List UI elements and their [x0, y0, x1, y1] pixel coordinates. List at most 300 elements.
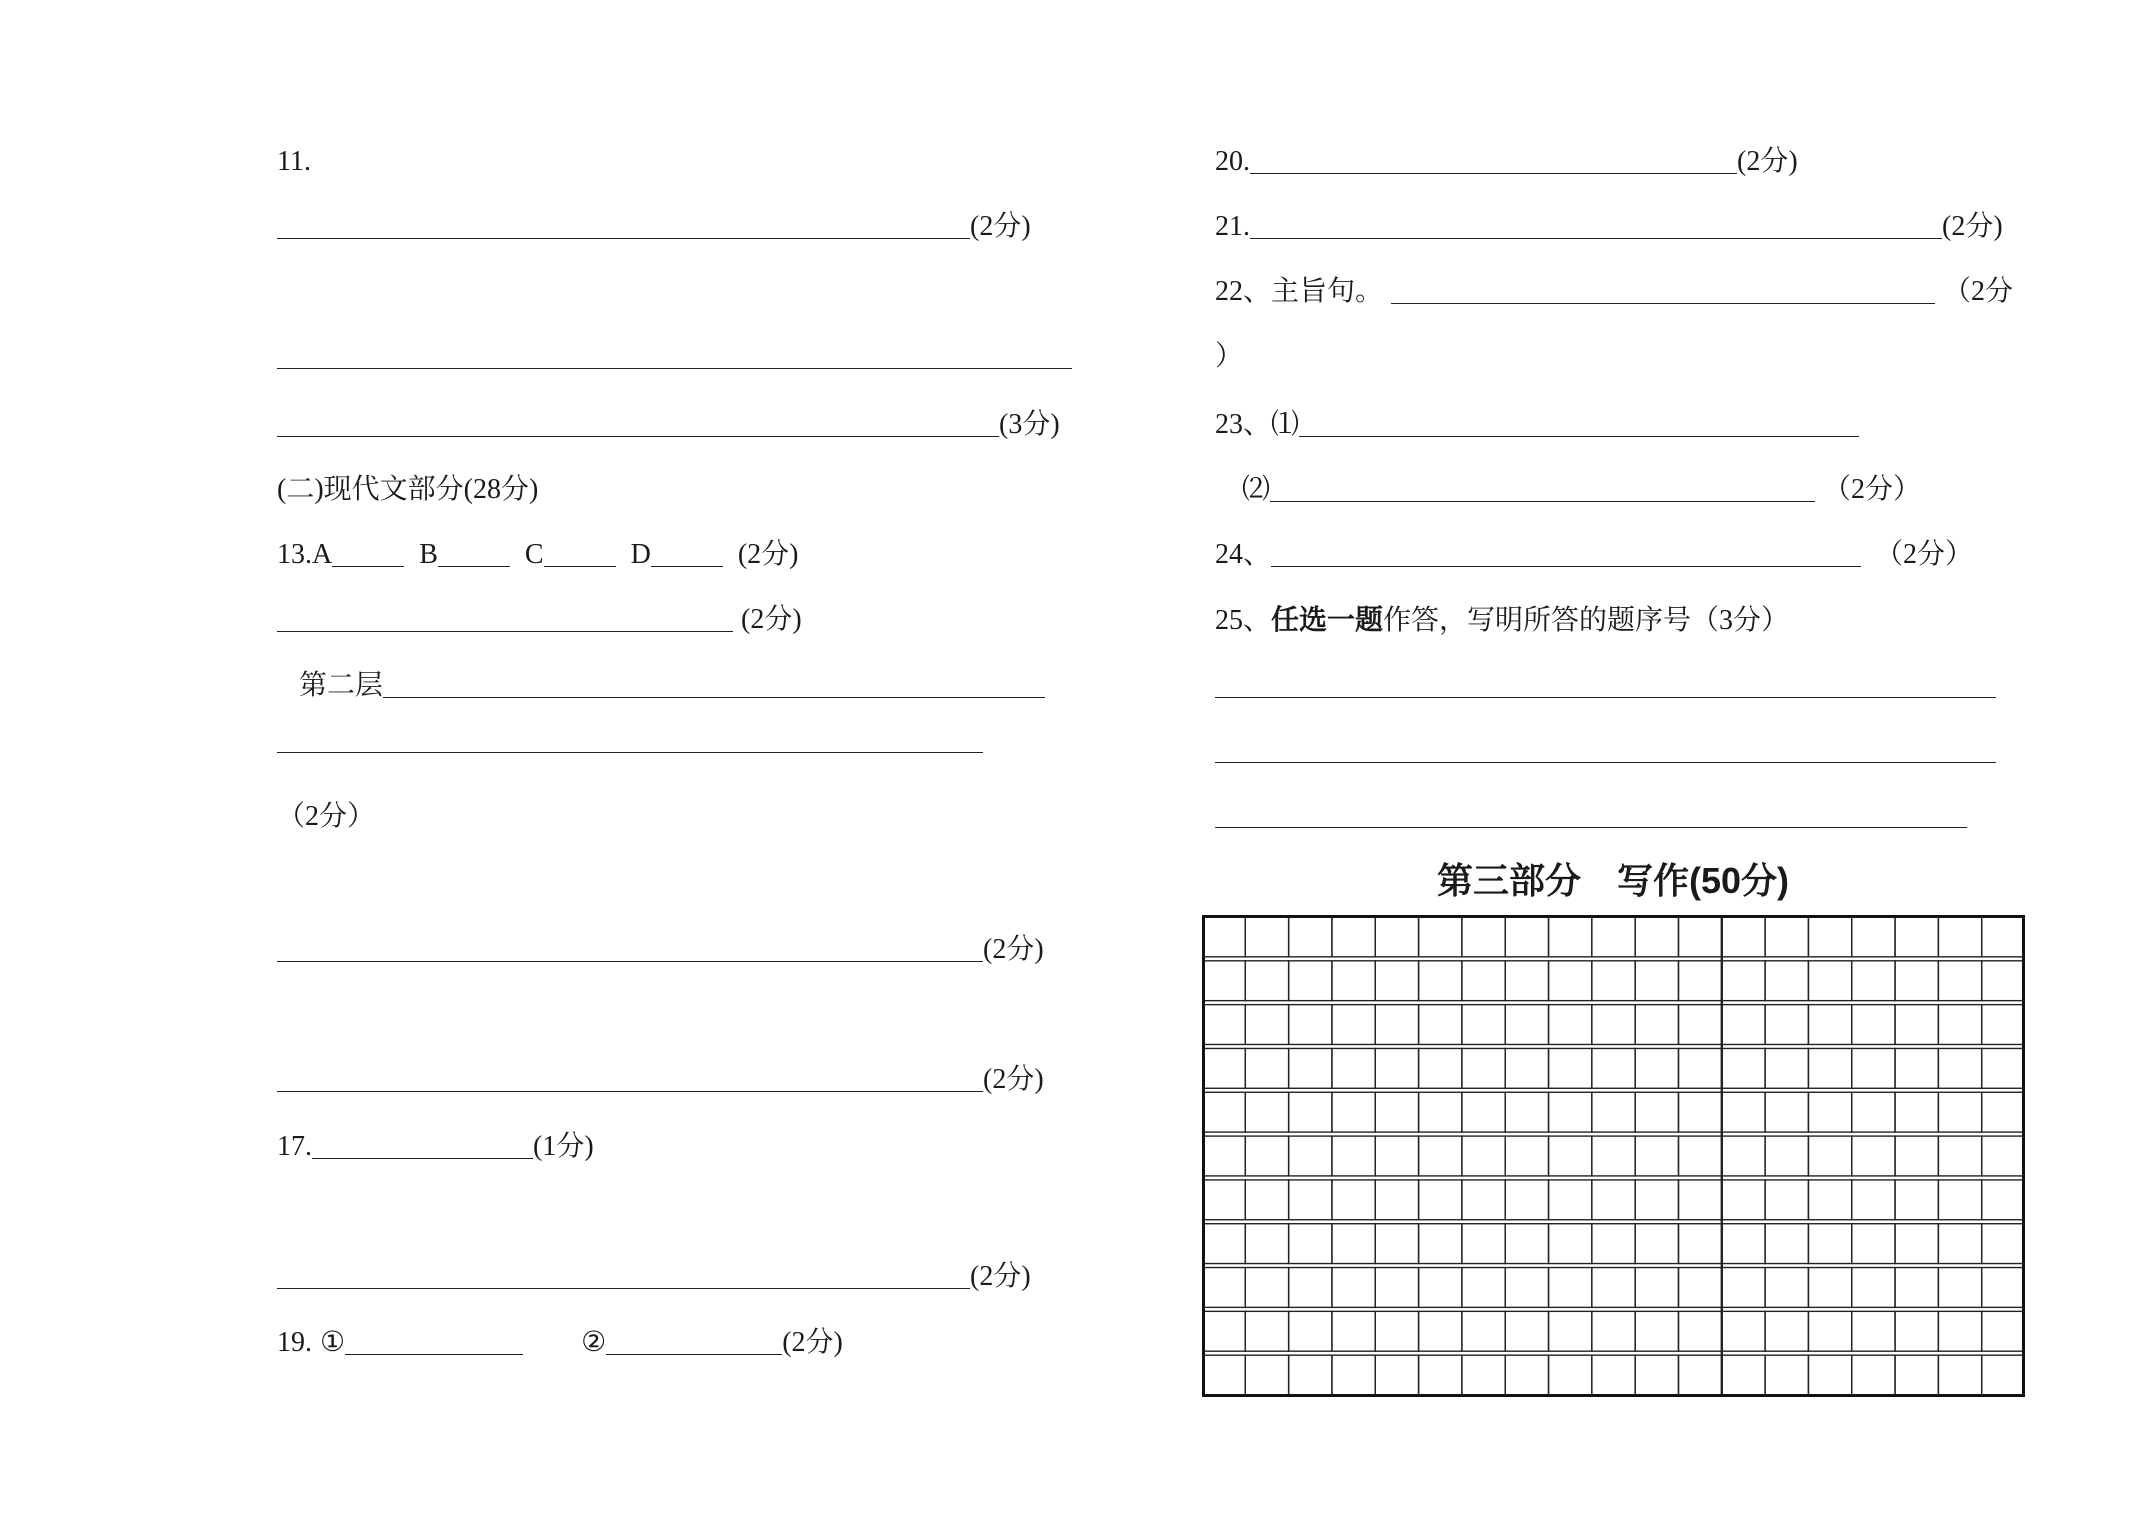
writing-grid-cell: [1808, 961, 1851, 1001]
writing-grid-cell: [1549, 1092, 1592, 1132]
writing-grid-cell: [1938, 1311, 1981, 1351]
writing-grid-cell: [1419, 1311, 1462, 1351]
writing-grid-cell: [1462, 1311, 1505, 1351]
writing-grid-cell: [1289, 1048, 1332, 1088]
writing-grid-cell: [1722, 1005, 1765, 1045]
writing-section-heading: 第三部分 写作(50分): [1436, 860, 1790, 901]
writing-grid-cell: [1765, 961, 1808, 1001]
q23-part-2-marker: ⑵: [1242, 474, 1271, 505]
q23-label: 23、: [1215, 409, 1272, 440]
writing-grid-cell: [1635, 1048, 1678, 1088]
writing-grid-cell: [1505, 1180, 1548, 1220]
writing-grid-cell: [1765, 1005, 1808, 1045]
writing-grid-cell: [1549, 1311, 1592, 1351]
writing-grid-cell: [1895, 1268, 1938, 1308]
writing-grid-cell: [1982, 917, 2025, 957]
writing-grid-cell: [1202, 1355, 1245, 1395]
score-label: (3分): [999, 409, 1060, 440]
writing-grid-cell: [1419, 1048, 1462, 1088]
q24-row: [1215, 537, 1973, 573]
writing-grid-cell: [1592, 1355, 1635, 1395]
writing-grid-cell: [1678, 1311, 1721, 1351]
writing-grid-cell: [1245, 1136, 1288, 1176]
writing-grid-cell: [1202, 961, 1245, 1001]
writing-grid-cell: [1549, 1268, 1592, 1308]
writing-grid-cell: [1245, 961, 1288, 1001]
writing-grid-border: [1204, 917, 2024, 1396]
score-label: (2分): [741, 604, 802, 635]
writing-grid-cell: [1765, 1180, 1808, 1220]
writing-grid-cell: [1852, 1224, 1895, 1264]
writing-grid-cell: [1722, 1224, 1765, 1264]
writing-grid-cell: [1808, 1180, 1851, 1220]
writing-grid-cell: [1678, 1224, 1721, 1264]
writing-grid-cell: [1505, 961, 1548, 1001]
writing-grid-cell: [1375, 1355, 1418, 1395]
circled-one-marker: ①: [320, 1327, 346, 1358]
writing-grid-cell: [1678, 917, 1721, 957]
q23-part-1-marker: ⑴: [1271, 409, 1300, 440]
writing-grid-cell: [1245, 1355, 1288, 1395]
writing-grid-cell: [1419, 1180, 1462, 1220]
writing-grid-cell: [1678, 961, 1721, 1001]
score-label: (2分): [1942, 211, 2003, 242]
writing-grid-cell: [1245, 1224, 1288, 1264]
writing-grid-cell: [1982, 1092, 2025, 1132]
writing-grid-cell: [1462, 917, 1505, 957]
answer-blank: [277, 939, 983, 962]
writing-grid-cell: [1202, 917, 1245, 957]
writing-grid-cell: [1245, 1048, 1288, 1088]
writing-grid-cell: [1505, 1355, 1548, 1395]
writing-grid-cell: [1592, 961, 1635, 1001]
writing-grid-cell: [1462, 1355, 1505, 1395]
writing-grid-cell: [1678, 1005, 1721, 1045]
writing-grid-cell: [1505, 1311, 1548, 1351]
option-label-b: B: [419, 539, 438, 570]
writing-grid-cell: [1549, 1005, 1592, 1045]
writing-grid-cell: [1592, 1136, 1635, 1176]
q21-row: [1215, 209, 2003, 245]
answer-blank: [277, 609, 733, 632]
answer-blank: [1271, 544, 1861, 567]
writing-grid-cell: [1592, 1005, 1635, 1045]
q25-answer-row-2: [1215, 733, 1996, 769]
writing-grid-cell: [1332, 1268, 1375, 1308]
writing-grid-cell: [1635, 1311, 1678, 1351]
answer-blank: [277, 1266, 970, 1289]
q25-answer-row-1: [1215, 668, 1996, 704]
section-heading-row: [277, 472, 538, 508]
writing-grid-cell: [1722, 917, 1765, 957]
writing-grid-cell: [1765, 1136, 1808, 1176]
writing-grid-cell: [1375, 1224, 1418, 1264]
writing-grid-cell: [1938, 1355, 1981, 1395]
writing-grid-cell: [1592, 1224, 1635, 1264]
writing-grid-cell: [1202, 1311, 1245, 1351]
q13-row: [277, 537, 799, 573]
writing-grid-cell: [1289, 961, 1332, 1001]
writing-grid-cell: [1462, 1180, 1505, 1220]
writing-grid-cell: [1722, 1180, 1765, 1220]
q25-row: [1215, 602, 1789, 638]
layer2-continuation-row: [277, 723, 983, 759]
writing-grid-cell: [1332, 1092, 1375, 1132]
writing-grid-cell: [1982, 1268, 2025, 1308]
writing-grid-cell: [1678, 1136, 1721, 1176]
writing-grid-cell: [1332, 961, 1375, 1001]
writing-grid-cell: [1635, 917, 1678, 957]
writing-grid-cell: [1202, 1048, 1245, 1088]
writing-grid-cell: [1852, 961, 1895, 1001]
writing-grid-cell: [1808, 1224, 1851, 1264]
writing-grid-cell: [1289, 1136, 1332, 1176]
writing-grid-cell: [1895, 1048, 1938, 1088]
writing-grid: [1202, 915, 2025, 1397]
writing-grid-cell: [1202, 1224, 1245, 1264]
writing-grid-cell: [1289, 1355, 1332, 1395]
writing-grid-cell: [1635, 1355, 1678, 1395]
answer-row: [277, 602, 802, 638]
writing-grid-cell: [1332, 1224, 1375, 1264]
writing-grid-cell: [1808, 1136, 1851, 1176]
writing-grid-cell: [1505, 1048, 1548, 1088]
answer-blank: [1391, 281, 1935, 304]
writing-grid-cell: [1635, 1224, 1678, 1264]
layer2-row: [299, 668, 1045, 704]
q13-label: 13.: [277, 539, 312, 570]
writing-grid-cell: [1505, 1005, 1548, 1045]
writing-grid-cell: [1202, 1005, 1245, 1045]
writing-grid-cell: [1808, 1311, 1851, 1351]
writing-grid-cell: [1245, 1268, 1288, 1308]
writing-grid-cell: [1635, 1092, 1678, 1132]
writing-grid-cell: [1245, 1092, 1288, 1132]
writing-grid-cell: [1722, 1311, 1765, 1351]
writing-grid-cell: [1938, 1180, 1981, 1220]
writing-grid-cell: [1765, 1224, 1808, 1264]
writing-grid-cell: [1982, 961, 2025, 1001]
writing-grid-cell: [1938, 1005, 1981, 1045]
writing-grid-cell: [1549, 1048, 1592, 1088]
writing-grid-cell: [1722, 1048, 1765, 1088]
writing-grid-cell: [1722, 1092, 1765, 1132]
answer-blank: [1215, 740, 1996, 763]
q22-label: 22、主旨句。: [1215, 276, 1384, 307]
score-label: （2分）: [1875, 539, 1974, 570]
answer-blank: [438, 544, 510, 567]
writing-grid-cell: [1722, 961, 1765, 1001]
writing-grid-cell: [1419, 1224, 1462, 1264]
writing-grid-cell: [1808, 917, 1851, 957]
writing-grid-cell: [1289, 1005, 1332, 1045]
writing-grid-cell: [1895, 1136, 1938, 1176]
writing-grid-cell: [1375, 917, 1418, 957]
q23-row-1: [1215, 407, 1859, 443]
answer-blank: [1270, 479, 1815, 502]
score-label: (2分): [983, 1064, 1044, 1095]
writing-grid-cell: [1375, 1268, 1418, 1308]
writing-grid-cell: [1722, 1136, 1765, 1176]
writing-grid-cell: [1895, 917, 1938, 957]
q21-label: 21.: [1215, 211, 1250, 242]
writing-grid-cell: [1808, 1355, 1851, 1395]
writing-grid-cell: [1808, 1092, 1851, 1132]
writing-grid-cell: [1505, 1268, 1548, 1308]
writing-grid-cell: [1592, 1092, 1635, 1132]
answer-blank: [651, 544, 723, 567]
q25-answer-row-3: [1215, 798, 1967, 834]
writing-grid-cell: [1852, 1005, 1895, 1045]
writing-grid-cell: [1419, 1355, 1462, 1395]
writing-grid-cell: [1808, 1048, 1851, 1088]
q11-row: [277, 144, 311, 180]
layer2-label: 第二层: [299, 670, 384, 701]
option-label-d: D: [630, 539, 651, 570]
writing-grid-cell: [1375, 1092, 1418, 1132]
writing-grid-cell: [1332, 1005, 1375, 1045]
writing-grid-cell: [1982, 1224, 2025, 1264]
writing-grid-cell: [1635, 1268, 1678, 1308]
writing-grid-cell: [1938, 1092, 1981, 1132]
answer-blank: [345, 1332, 523, 1355]
writing-grid-cell: [1982, 1180, 2025, 1220]
writing-grid-cell: [1505, 1224, 1548, 1264]
writing-grid-cell: [1765, 1268, 1808, 1308]
q17-row: [277, 1129, 594, 1165]
writing-grid-cell: [1765, 1048, 1808, 1088]
writing-grid-cell: [1375, 1180, 1418, 1220]
q25-emphasis: 任选一题: [1271, 604, 1384, 635]
option-label-c: C: [524, 539, 544, 570]
answer-blank: [606, 1332, 782, 1355]
writing-grid-cell: [1592, 1048, 1635, 1088]
answer-blank: [312, 1136, 533, 1159]
answer-row: [277, 932, 1044, 968]
writing-grid-cell: [1245, 1311, 1288, 1351]
writing-grid-cell: [1592, 1311, 1635, 1351]
writing-grid-cell: [1289, 1092, 1332, 1132]
score-label: (2分): [983, 934, 1044, 965]
writing-grid-cell: [1549, 961, 1592, 1001]
score-label: (2分): [970, 211, 1031, 242]
score-label: (1分): [533, 1131, 594, 1162]
score-label: （2分）: [277, 801, 376, 832]
q20-row: [1215, 144, 1798, 180]
writing-grid-cell: [1245, 1005, 1288, 1045]
layer2-score-row: [277, 799, 375, 835]
answer-blank: [332, 544, 404, 567]
writing-grid-cell: [1938, 1268, 1981, 1308]
writing-grid-cell: [1982, 1048, 2025, 1088]
writing-grid-cell: [1419, 1005, 1462, 1045]
writing-grid-cell: [1678, 1268, 1721, 1308]
q23-row-2: [1242, 472, 1921, 508]
writing-grid-cell: [1895, 961, 1938, 1001]
writing-grid-cell: [1592, 1268, 1635, 1308]
q19-label: 19.: [277, 1327, 312, 1358]
writing-grid-cell: [1332, 1136, 1375, 1176]
q11-label: 11.: [277, 146, 311, 177]
writing-grid-cell: [1678, 1092, 1721, 1132]
writing-grid-cell: [1332, 917, 1375, 957]
score-label: (2分): [1737, 146, 1798, 177]
writing-grid-cell: [1462, 1268, 1505, 1308]
writing-grid-cell: [1895, 1005, 1938, 1045]
section-heading: (二)现代文部分(28分): [277, 474, 539, 505]
writing-grid-cell: [1852, 1268, 1895, 1308]
writing-grid-cell: [1332, 1048, 1375, 1088]
writing-grid-cell: [1375, 1136, 1418, 1176]
writing-grid-cell: [1592, 1180, 1635, 1220]
writing-grid-cell: [1289, 917, 1332, 957]
answer-blank: [1215, 805, 1967, 828]
writing-grid-cell: [1895, 1311, 1938, 1351]
writing-grid-cell: [1505, 1136, 1548, 1176]
writing-grid-cell: [1505, 1092, 1548, 1132]
writing-grid-cell: [1765, 1092, 1808, 1132]
answer-row: [277, 1259, 1031, 1295]
writing-grid-cell: [1982, 1005, 2025, 1045]
writing-grid-cell: [1765, 1355, 1808, 1395]
writing-grid-cell: [1462, 961, 1505, 1001]
score-label-end: ）: [1215, 341, 1244, 372]
answer-row: [277, 1062, 1044, 1098]
answer-blank: [277, 346, 1072, 369]
writing-grid-cell: [1549, 1136, 1592, 1176]
q24-label: 24、: [1215, 539, 1272, 570]
writing-grid-cell: [1808, 1268, 1851, 1308]
writing-grid-cell: [1852, 1092, 1895, 1132]
writing-grid-cell: [1202, 1180, 1245, 1220]
option-label-a: A: [312, 539, 333, 570]
writing-grid-cell: [1549, 1180, 1592, 1220]
writing-grid-cell: [1938, 1048, 1981, 1088]
score-label: (2分): [970, 1261, 1031, 1292]
writing-grid-cell: [1982, 1136, 2025, 1176]
writing-grid-cell: [1852, 1355, 1895, 1395]
writing-grid-cell: [1462, 1005, 1505, 1045]
writing-grid-cell: [1592, 917, 1635, 957]
writing-grid-cell: [1635, 1005, 1678, 1045]
writing-grid-cell: [1895, 1092, 1938, 1132]
writing-grid-cell: [1375, 1311, 1418, 1351]
writing-grid-cell: [1635, 1136, 1678, 1176]
q25-instruction: 作答，写明所答的题序号（3分）: [1383, 605, 1790, 636]
writing-grid-cell: [1895, 1180, 1938, 1220]
writing-grid-cell: [1419, 1136, 1462, 1176]
writing-grid-cell: [1852, 1180, 1895, 1220]
writing-grid-cell: [1375, 961, 1418, 1001]
writing-grid-cell: [1419, 917, 1462, 957]
writing-grid-cell: [1289, 1311, 1332, 1351]
writing-grid-cell: [1852, 1048, 1895, 1088]
writing-grid-cell: [1375, 1005, 1418, 1045]
circled-two-marker: ②: [581, 1327, 607, 1358]
writing-grid-cell: [1635, 1180, 1678, 1220]
writing-grid-cell: [1375, 1048, 1418, 1088]
q19-row: [277, 1325, 843, 1361]
q22-score-end-row: [1215, 339, 1243, 375]
q11-answer-row-3: [277, 407, 1060, 443]
writing-grid-cell: [1982, 1311, 2025, 1351]
answer-blank: [277, 414, 999, 437]
writing-grid-cell: [1722, 1268, 1765, 1308]
writing-grid-cell: [1938, 1136, 1981, 1176]
score-label: （2分）: [1823, 474, 1922, 505]
writing-grid-cell: [1938, 961, 1981, 1001]
writing-grid-cell: [1635, 961, 1678, 1001]
writing-grid-cell: [1549, 1355, 1592, 1395]
answer-blank: [1250, 151, 1737, 174]
writing-grid-cell: [1332, 1355, 1375, 1395]
writing-grid-cell: [1938, 1224, 1981, 1264]
writing-grid-cell: [1245, 1180, 1288, 1220]
writing-grid-cell: [1895, 1355, 1938, 1395]
writing-grid-cell: [1549, 1224, 1592, 1264]
writing-grid-cell: [1505, 917, 1548, 957]
writing-grid-cell: [1462, 1136, 1505, 1176]
answer-blank: [277, 216, 970, 239]
writing-grid-cell: [1332, 1180, 1375, 1220]
writing-grid-cell: [1722, 1355, 1765, 1395]
writing-grid-cell: [1549, 917, 1592, 957]
q22-row: [1215, 274, 2013, 310]
writing-grid-cell: [1419, 961, 1462, 1001]
score-label: (2分): [737, 539, 799, 570]
answer-blank: [544, 544, 616, 567]
score-label: (2分): [782, 1327, 843, 1358]
writing-grid-cell: [1895, 1224, 1938, 1264]
writing-grid-cell: [1678, 1048, 1721, 1088]
writing-grid-cell: [1332, 1311, 1375, 1351]
writing-grid-cell: [1289, 1224, 1332, 1264]
score-label: （2分: [1943, 276, 2014, 307]
writing-grid-cell: [1808, 1005, 1851, 1045]
writing-grid-cell: [1852, 1136, 1895, 1176]
writing-grid-cell: [1852, 1311, 1895, 1351]
q25-label: 25、: [1215, 605, 1272, 636]
writing-grid-cell: [1678, 1355, 1721, 1395]
writing-grid-cell: [1982, 1355, 2025, 1395]
writing-grid-cell: [1202, 1136, 1245, 1176]
writing-grid-cell: [1245, 917, 1288, 957]
writing-grid-cell: [1462, 1048, 1505, 1088]
answer-blank: [277, 1069, 983, 1092]
q17-label: 17.: [277, 1131, 312, 1162]
q11-answer-row-2: [277, 339, 1072, 375]
answer-blank: [277, 730, 983, 753]
writing-grid-cell: [1419, 1092, 1462, 1132]
writing-grid-cell: [1202, 1268, 1245, 1308]
writing-grid-cell: [1765, 1311, 1808, 1351]
writing-grid-cell: [1289, 1268, 1332, 1308]
writing-grid-cell: [1419, 1268, 1462, 1308]
writing-grid-cell: [1289, 1180, 1332, 1220]
writing-grid-cell: [1678, 1180, 1721, 1220]
writing-grid-cell: [1852, 917, 1895, 957]
writing-grid-cell: [1765, 917, 1808, 957]
answer-blank: [383, 675, 1045, 698]
writing-grid-cell: [1202, 1092, 1245, 1132]
writing-grid-cell: [1462, 1224, 1505, 1264]
answer-blank: [1215, 675, 1996, 698]
answer-blank: [1250, 216, 1942, 239]
q20-label: 20.: [1215, 146, 1250, 177]
answer-blank: [1299, 414, 1859, 437]
writing-grid-cell: [1938, 917, 1981, 957]
q11-answer-row-1: [277, 209, 1031, 245]
